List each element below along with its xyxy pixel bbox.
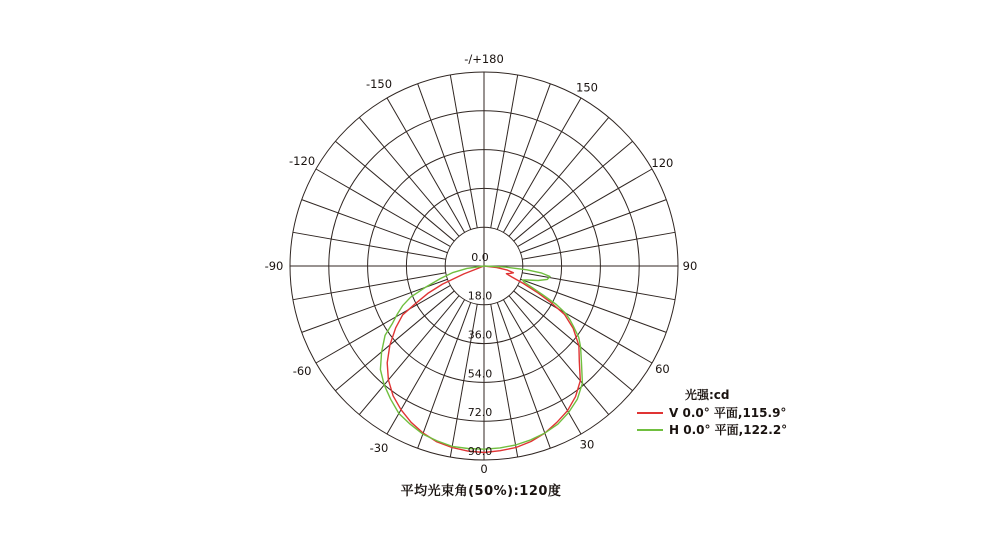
angle-label: 0 [480,462,488,477]
radial-tick-label: 0.0 [471,250,489,264]
beam-angle-note: 平均光束角(50%):120度 [400,484,562,499]
grid-spoke [335,291,454,391]
radial-tick-label: 90.0 [467,444,493,458]
radial-tick-label: 72.0 [467,406,493,420]
grid-spoke [503,98,581,232]
grid-spoke [293,273,446,300]
grid-spoke [335,141,454,241]
grid-spoke [520,279,666,332]
grid-spoke [418,302,471,448]
grid-spoke [491,75,518,228]
angle-label: -30 [369,440,389,455]
grid-spoke [293,232,446,259]
grid-spoke [418,84,471,230]
grid-spoke [497,84,550,230]
legend-title: 光强:cd [685,388,730,402]
grid-spoke [509,296,609,415]
radial-tick-label: 36.0 [467,328,493,342]
grid-spoke [359,117,459,236]
grid-spoke [518,169,652,247]
v-plane-line-swatch [637,412,663,414]
angle-label: 150 [576,80,598,95]
angle-label: -90 [264,259,284,274]
grid-spoke [450,304,477,457]
grid-spoke [518,285,652,363]
h-plane-line-swatch [637,429,663,431]
grid-spoke [316,169,450,247]
grid-spoke [359,296,459,415]
grid-spoke [509,117,609,236]
grid-spoke [450,75,477,228]
angle-label: 30 [579,437,595,452]
angle-label: 60 [655,362,670,377]
angle-label: -150 [365,77,393,92]
radial-tick-label: 18.0 [467,289,493,303]
grid-spoke [497,302,550,448]
legend-item-v-plane [637,406,787,419]
grid-spoke [522,232,675,259]
grid-spoke [302,200,448,253]
grid-spoke [514,141,633,241]
angle-label: -120 [289,154,316,169]
grid-spoke [514,291,633,391]
v-plane-label: V 0.0° 平面,115.9° [669,405,787,420]
legend [637,388,787,436]
radial-tick-label: 54.0 [467,367,493,381]
angle-label: 120 [651,156,674,171]
angle-label: 90 [682,259,698,274]
angle-label: -/+180 [464,52,504,67]
grid-spoke [387,98,465,232]
grid-spoke [316,285,450,363]
legend-item-h-plane [637,423,787,436]
grid-spoke [520,200,666,253]
angle-label: -60 [292,364,312,379]
grid-spoke [491,304,518,457]
h-plane-label: H 0.0° 平面,122.2° [669,422,788,437]
